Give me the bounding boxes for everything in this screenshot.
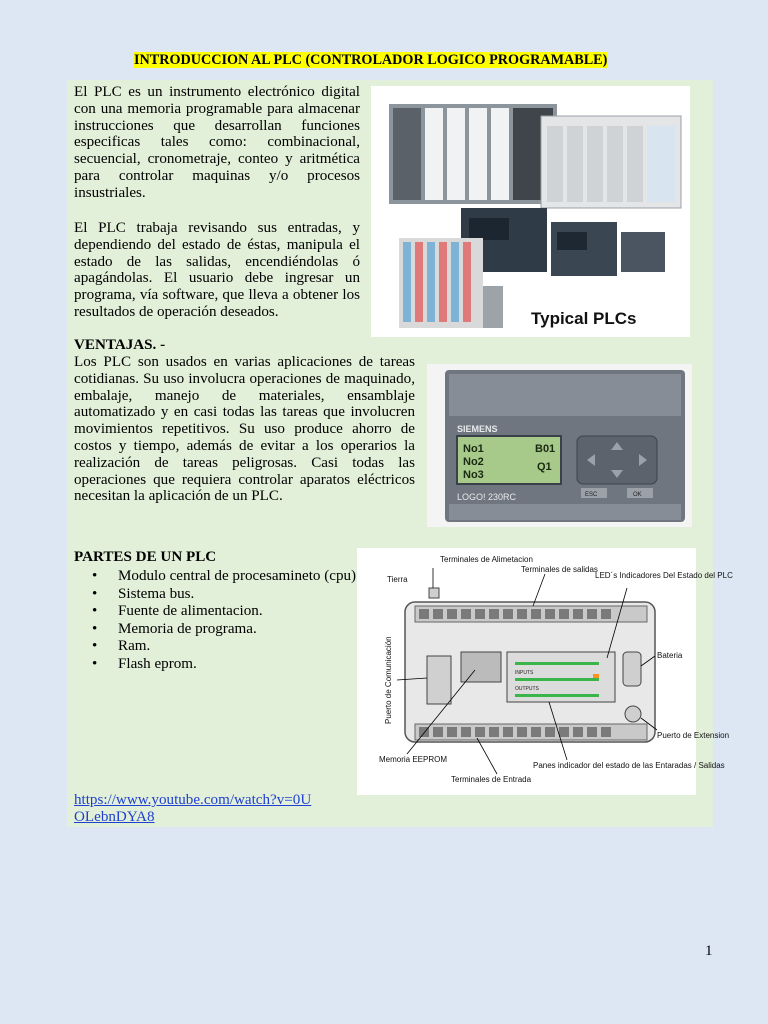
partes-list	[92, 568, 357, 673]
diagram-label-comunicacion: Puerto de Comunicación	[384, 636, 393, 724]
diagram-label-entrada: Terminales de Entrada	[451, 775, 532, 784]
diagram-label-salidas: Terminales de salidas	[521, 565, 598, 574]
brand-label: SIEMENS	[457, 424, 498, 434]
ventajas-heading: VENTAJAS. -	[74, 337, 166, 353]
page-title: INTRODUCCION AL PLC (CONTROLADOR LOGICO PROGRAMABLE)	[134, 52, 608, 68]
typical-plcs-image	[371, 86, 690, 337]
plc-parts-diagram	[357, 548, 733, 795]
screen-line: No3	[463, 469, 484, 481]
plc-diagram-illustration	[357, 548, 733, 795]
working-paragraph: El PLC trabaja revisando sus entradas, y dependiendo del estado de éstas, manipula el estado de las salidas, encendiéndolas ó apagándolas. El usuario debe ingresar un programa, vía software, que lleva a obtener los resultados de operación deseados.	[74, 220, 360, 320]
list-item: • Modulo central de procesamineto (cpu)	[92, 568, 357, 586]
partes-heading: PARTES DE UN PLC	[74, 549, 217, 565]
screen-line: No1	[463, 443, 484, 455]
ok-key-label: OK	[633, 492, 642, 498]
typical-plcs-illustration	[371, 86, 690, 337]
model-label: LOGO! 230RC	[457, 492, 517, 502]
screen-line: No2	[463, 456, 484, 468]
ventajas-paragraph: Los PLC son usados en varias aplicaciones de tareas cotidianas. Su uso involucra operaciones de maquinado, embalaje, manejo de materiales, ensamblaje automatizado y en casi todas las tareas que involucren movimientos repetitivos. Su uso produce ahorro de costos y tiempo, además de evitar a los operarios la realización de tareas peligrosas. Casi todas las operaciones que requiera controlar aparatos eléctricos necesitan la aplicación de un PLC.	[74, 354, 415, 505]
youtube-link[interactable]: https://www.youtube.com/watch?v=0UOLebnDYA8	[74, 792, 312, 825]
list-item: • Memoria de programa.	[92, 621, 357, 639]
list-item: • Fuente de alimentacion.	[92, 603, 357, 621]
outputs-label: OUTPUTS	[515, 686, 539, 692]
list-item: • Sistema bus.	[92, 586, 357, 604]
screen-right: B01	[535, 443, 556, 455]
siemens-logo-image	[427, 364, 692, 527]
diagram-label-panel: Panes indicador del estado de las Entaradas / Salidas	[533, 761, 725, 770]
siemens-logo-illustration	[427, 364, 692, 527]
intro-paragraph: El PLC es un instrumento electrónico digital con una memoria programable para almacenar instrucciones que desarrollan funciones especificas tales como: combinacional, secuencial, cronometraje, conteo y aritmética para controlar maquinas y/o procesos insustriales.	[74, 84, 360, 201]
diagram-label-alimentacion: Terminales de Alimetacion	[440, 555, 533, 564]
diagram-label-tierra: Tierra	[387, 575, 408, 584]
list-item: • Flash eprom.	[92, 656, 357, 674]
diagram-label-bateria: Bateria	[657, 651, 683, 660]
page-number: 1	[705, 943, 713, 959]
diagram-label-leds: LED´s Indicadores Del Estado del PLC	[595, 571, 733, 580]
list-item: • Ram.	[92, 638, 357, 656]
diagram-label-memoria: Memoria EEPROM	[379, 755, 448, 764]
diagram-label-extension: Puerto de Extension	[657, 731, 730, 740]
esc-key-label: ESC	[585, 492, 598, 498]
screen-right: Q1	[537, 461, 552, 473]
image-caption: Typical PLCs	[531, 309, 637, 328]
inputs-label: INPUTS	[515, 670, 534, 676]
